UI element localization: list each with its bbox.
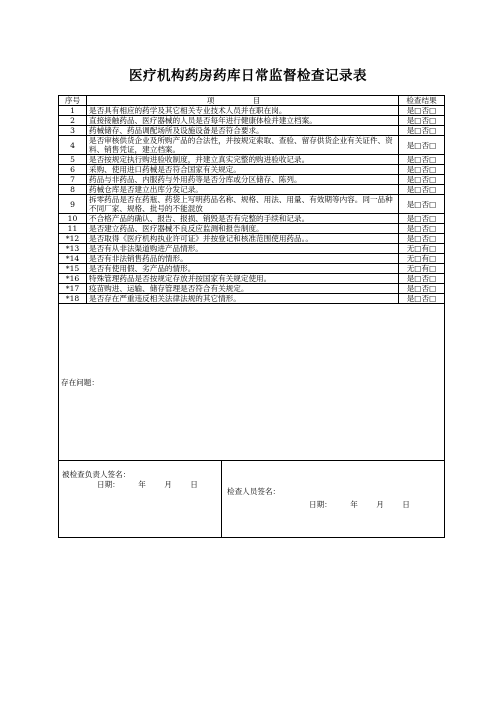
row-item: 是否按规定执行购进验收制度，并建立真实完整的购进验收记录。: [87, 155, 399, 165]
row-item: 直接接触药品、医疗器械的人员是否每年进行健康体检并建立档案。: [87, 116, 399, 126]
row-item: 采购、使用进口药械是否符合国家有关规定。: [87, 165, 399, 175]
row-item: 不合格产品的确认、报告、报损、销毁是否有完整的手续和记录。: [87, 214, 399, 224]
row-number: 6: [59, 165, 87, 175]
row-number: 4: [59, 136, 87, 155]
row-number: 8: [59, 185, 87, 195]
row-result[interactable]: 是□否□: [399, 195, 445, 214]
header-no: 序号: [59, 96, 87, 106]
row-item: 药械仓库是否建立出库分发记录。: [87, 185, 399, 195]
row-number: 3: [59, 126, 87, 136]
inspected-sign-area[interactable]: [59, 461, 222, 537]
row-number: *17: [59, 284, 87, 294]
row-item: 药品与非药品、内服药与外用药等是否分库或分区储存、陈列。: [87, 175, 399, 185]
row-result[interactable]: 无□有□: [399, 254, 445, 264]
row-number: 9: [59, 195, 87, 214]
row-result[interactable]: 是□否□: [399, 165, 445, 175]
table-row: [59, 284, 445, 294]
row-result[interactable]: 是□否□: [399, 284, 445, 294]
row-item: 是否取得《医疗机构执业许可证》并按登记和核准范围使用药品。。: [87, 234, 399, 244]
table-row: [59, 274, 445, 284]
row-item: 特殊管理药品是否按规定存放并按国家有关规定使用。: [87, 274, 399, 284]
issues-cell[interactable]: [59, 304, 445, 461]
row-result[interactable]: 是□否□: [399, 234, 445, 244]
table-row: [59, 254, 445, 264]
table-row: [59, 214, 445, 224]
table-row: [59, 136, 445, 155]
row-item: 是否审核供货企业及所购产品的合法性，并按规定索取、查验、留存供货企业有关证件、资料、销售凭证，建立档案。: [87, 136, 399, 155]
row-result[interactable]: 是□否□: [399, 185, 445, 195]
row-result[interactable]: 无□有□: [399, 244, 445, 254]
inspector-sign-label: 检查人员签名：: [227, 487, 281, 496]
row-number: 2: [59, 116, 87, 126]
table-row: [59, 106, 445, 116]
row-item: 是否有使用假、劣产品的情形。: [87, 264, 399, 274]
row-item: 是否有非法销售药品的情形。: [87, 254, 399, 264]
row-result[interactable]: 是□否□: [399, 294, 445, 304]
table-row: [59, 126, 445, 136]
row-number: 10: [59, 214, 87, 224]
row-result[interactable]: 是□否□: [399, 155, 445, 165]
row-result[interactable]: 是□否□: [399, 214, 445, 224]
row-result[interactable]: 是□否□: [399, 274, 445, 284]
row-result[interactable]: 是□否□: [399, 116, 445, 126]
inspector-date: 日期： 年 月 日: [309, 500, 410, 509]
table-row: [59, 234, 445, 244]
row-item: 拆零药品是否在药瓶、药袋上写明药品名称、规格、用法、用量、有效期等内容。同一品种不同厂家、规格、批号的不能混放: [87, 195, 399, 214]
row-item: 是否具有相应的药学及其它相关专业技术人员并在职在岗。: [87, 106, 399, 116]
row-item: 是否存在严重违反相关法律法规的其它情形。: [87, 294, 399, 304]
row-item: 是否有从非法渠道购进产品情形。: [87, 244, 399, 254]
row-result[interactable]: 是□否□: [399, 224, 445, 234]
row-number: *13: [59, 244, 87, 254]
table-row: [59, 224, 445, 234]
row-result[interactable]: 无□有□: [399, 264, 445, 274]
table-row: [59, 195, 445, 214]
row-number: *18: [59, 294, 87, 304]
row-number: *12: [59, 234, 87, 244]
form-title: 医疗机构药房药库日常监督检查记录表: [129, 68, 367, 84]
table-row: [59, 294, 445, 304]
row-item: 是否建立药品、医疗器械不良反应监测和报告制度。: [87, 224, 399, 234]
row-number: *15: [59, 264, 87, 274]
row-number: *16: [59, 274, 87, 284]
row-result[interactable]: 是□否□: [399, 136, 445, 155]
table-header-row: [59, 96, 445, 106]
issues-label: 存在问题：: [61, 377, 99, 387]
row-number: 1: [59, 106, 87, 116]
row-number: 5: [59, 155, 87, 165]
row-result[interactable]: 是□否□: [399, 175, 445, 185]
header-result: 检查结果: [399, 96, 445, 106]
row-item: 药械储存、药品调配场所及设施设备是否符合要求。: [87, 126, 399, 136]
row-number: 11: [59, 224, 87, 234]
row-number: *14: [59, 254, 87, 264]
header-item: 项 目: [87, 96, 399, 106]
table-row: [59, 165, 445, 175]
row-result[interactable]: 是□否□: [399, 106, 445, 116]
table-row: [59, 244, 445, 254]
table-row: [59, 116, 445, 126]
table-row: [59, 175, 445, 185]
inspection-table: [58, 95, 445, 538]
table-row: [59, 264, 445, 274]
inspected-date: 日期： 年 月 日: [97, 480, 198, 489]
table-row: [59, 155, 445, 165]
row-result[interactable]: 是□否□: [399, 126, 445, 136]
row-item: 疫苗购进、运输、储存管理是否符合有关规定。: [87, 284, 399, 294]
signature-cell: [59, 461, 445, 538]
row-number: 7: [59, 175, 87, 185]
table-row: [59, 185, 445, 195]
inspected-sign-label: 被检查负责人签名：: [62, 470, 131, 479]
